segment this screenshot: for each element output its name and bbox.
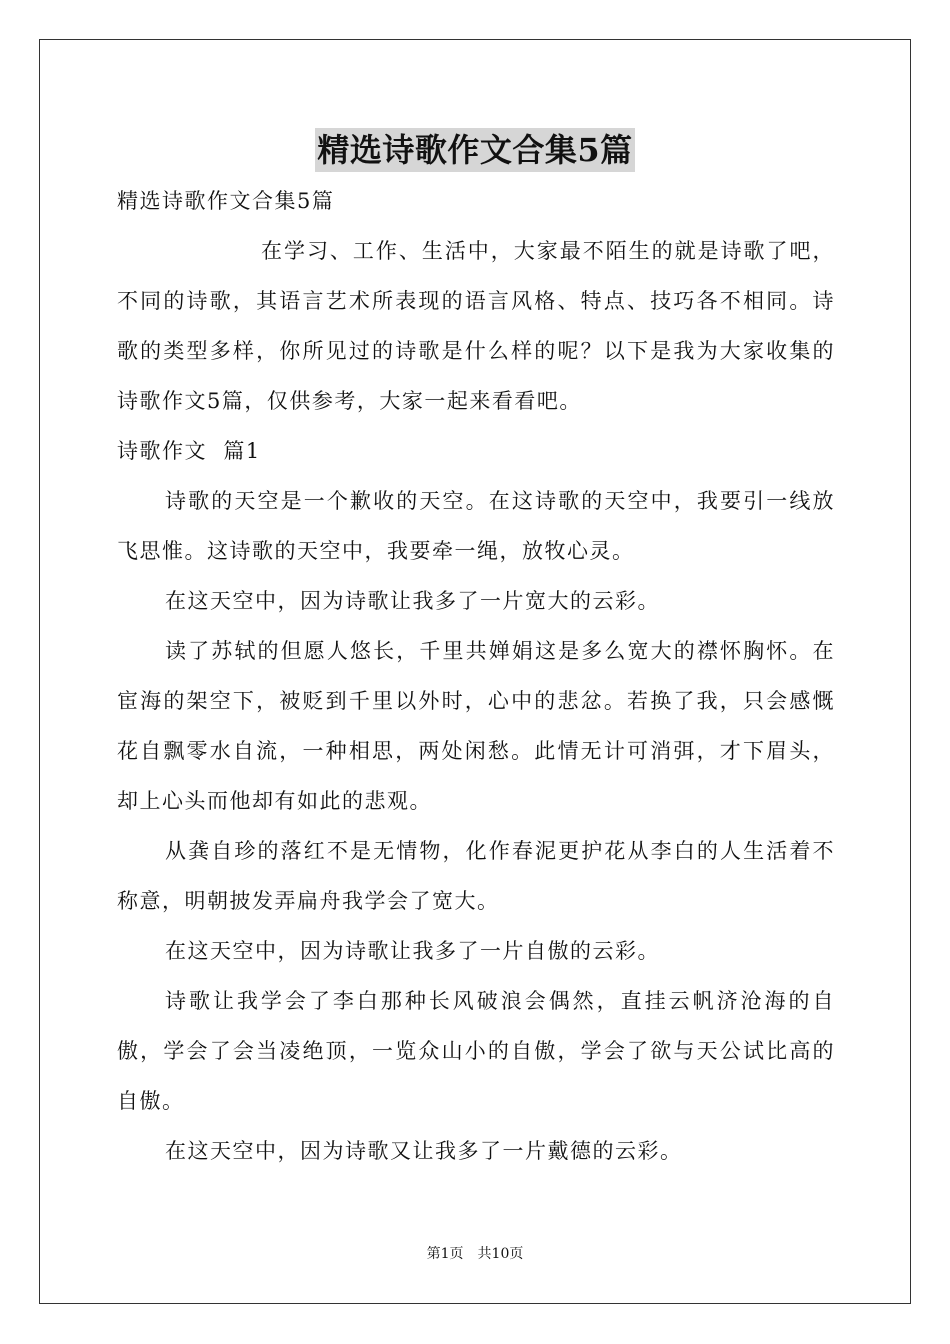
page-number: 第1页: [426, 1246, 464, 1262]
document-title: 精选诗歌作文合集5篇: [315, 128, 634, 172]
paragraph: 在这天空中，因为诗歌又让我多了一片戴德的云彩。: [165, 1139, 683, 1163]
paragraph: 诗歌的天空是一个歉收的天空。在这诗歌的天空中，我要引一线放飞思惟。这诗歌的天空中，我要牵一绳，放牧心灵。: [117, 489, 835, 563]
page-total: 共10页: [477, 1246, 524, 1262]
paragraph: 读了苏轼的但愿人悠长，千里共婵娟这是多么宽大的襟怀胸怀。在宦海的架空下，被贬到千里以外时，心中的悲忿。若换了我，只会感慨花自飘零水自流，一种相思，两处闲愁。此情无计可消弭，才下眉头，却上心头而他却有如此的悲观。: [117, 639, 835, 813]
intro-paragraph: 在学习、工作、生活中，大家最不陌生的就是诗歌了吧，不同的诗歌，其语言艺术所表现的语言风格、特点、技巧各不相同。诗歌的类型多样，你所见过的诗歌是什么样的呢？以下是我为大家收集的诗歌作文5篇，仅供参考，大家一起来看看吧。: [117, 239, 835, 413]
paragraph: 在这天空中，因为诗歌让我多了一片宽大的云彩。: [165, 589, 660, 613]
paragraph: 在这天空中，因为诗歌让我多了一片自傲的云彩。: [165, 939, 660, 963]
title-container: [0, 128, 950, 172]
document-body: [117, 176, 835, 1176]
page-footer: [0, 1244, 950, 1264]
paragraph: 诗歌让我学会了李白那种长风破浪会偶然，直挂云帆济沧海的自傲，学会了会当凌绝顶，一览众山小的自傲，学会了欲与天公试比高的自傲。: [117, 989, 835, 1113]
paragraph: 从龚自珍的落红不是无情物，化作春泥更护花从李白的人生活着不称意，明朝披发弄扁舟我学会了宽大。: [117, 839, 835, 913]
section-heading: 诗歌作文 篇1: [117, 439, 261, 463]
document-subtitle: 精选诗歌作文合集5篇: [117, 189, 335, 213]
